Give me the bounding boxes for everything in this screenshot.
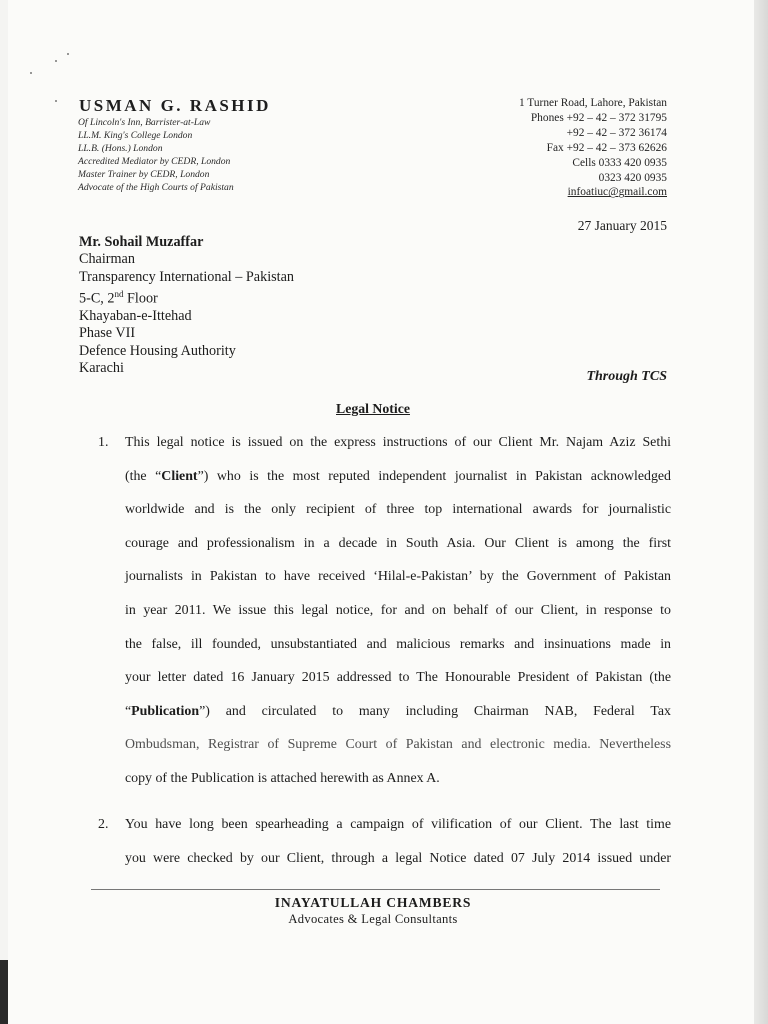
paragraph-number: 1. bbox=[98, 435, 109, 450]
text-run: your letter dated 16 January 2015 addressed to The Honourable President of Pakistan (the bbox=[125, 670, 671, 686]
page-edge-shadow bbox=[754, 0, 768, 1024]
text-run: ”) and circulated to many including Chairman NAB, Federal Tax bbox=[199, 703, 671, 719]
credential-line: Accredited Mediator by CEDR, London bbox=[78, 155, 231, 167]
paragraph-body bbox=[125, 426, 671, 796]
paragraph-line bbox=[125, 594, 671, 628]
scan-speck bbox=[55, 100, 57, 102]
defined-term: Client bbox=[161, 468, 198, 484]
text-run: journalists in Pakistan to have received ‘Hilal-e-Pakistan’ by the Government of Pakistan bbox=[125, 569, 671, 585]
addressee-floor: 5-C, 2nd Floor bbox=[79, 288, 158, 307]
text-run: Ombudsman, Registrar of Supreme Court of Pakistan and electronic media. Nevertheless bbox=[125, 737, 671, 753]
letterhead-name: USMAN G. RASHID bbox=[79, 96, 271, 115]
text-run: in year 2011. We issue this legal notice, for and on behalf of our Client, in response to bbox=[125, 602, 671, 618]
contact-phone: +92 – 42 – 372 36174 bbox=[566, 126, 667, 139]
text-run: (the “ bbox=[125, 468, 162, 484]
contact-phone: Phones +92 – 42 – 372 31795 bbox=[530, 111, 667, 124]
paragraph-number: 2. bbox=[98, 817, 109, 832]
scan-speck bbox=[67, 53, 69, 55]
addressee-city: Karachi bbox=[79, 359, 124, 376]
addressee-area: Defence Housing Authority bbox=[79, 342, 236, 359]
addressee-street: Khayaban-e-Ittehad bbox=[79, 307, 192, 324]
contact-fax: Fax +92 – 42 – 373 62626 bbox=[546, 141, 667, 154]
paragraph-line bbox=[125, 728, 671, 762]
contact-address: 1 Turner Road, Lahore, Pakistan bbox=[518, 97, 667, 109]
paragraph-line bbox=[125, 661, 671, 695]
footer-firm-subtitle: Advocates & Legal Consultants bbox=[288, 912, 458, 926]
paragraph-line bbox=[125, 762, 671, 796]
credential-line: Of Lincoln's Inn, Barrister-at-Law bbox=[78, 117, 211, 128]
credential-line: Advocate of the High Courts of Pakistan bbox=[78, 181, 234, 193]
paragraph-line bbox=[125, 695, 671, 729]
addressee-title: Chairman bbox=[79, 251, 135, 268]
contact-cell: Cells 0333 420 0935 bbox=[572, 156, 667, 169]
scan-speck bbox=[55, 60, 57, 62]
paragraph-line bbox=[125, 842, 671, 876]
defined-term: Publication bbox=[131, 703, 200, 719]
delivery-method: Through TCS bbox=[586, 369, 667, 384]
addressee-block bbox=[79, 234, 294, 377]
text-run: ”) who is the most reputed independent journalist in Pakistan acknowledged bbox=[197, 468, 671, 484]
document-title: Legal Notice bbox=[336, 401, 410, 416]
paragraph-body bbox=[125, 808, 671, 875]
text-run: you were checked by our Client, through a legal Notice dated 07 July 2014 issued under bbox=[125, 850, 671, 866]
letterhead-credentials bbox=[78, 117, 234, 194]
text-run: courage and professionalism in a decade in South Asia. Our Client is among the first bbox=[125, 535, 671, 551]
paragraph-line bbox=[125, 527, 671, 561]
letterhead-contact bbox=[519, 96, 667, 200]
text-run: “ bbox=[125, 703, 132, 719]
credential-line: LL.B. (Hons.) London bbox=[78, 142, 163, 154]
paragraph-2 bbox=[98, 808, 671, 875]
paragraph-line bbox=[125, 460, 671, 494]
scan-speck bbox=[30, 72, 32, 74]
paragraph-1 bbox=[98, 426, 671, 796]
credential-line: Master Trainer by CEDR, London bbox=[78, 168, 210, 180]
footer-divider bbox=[91, 889, 660, 890]
addressee-name: Mr. Sohail Muzaffar bbox=[79, 234, 204, 250]
text-run: You have long been spearheading a campaign of vilification of our Client. The last time bbox=[125, 817, 671, 832]
paragraph-line bbox=[125, 628, 671, 662]
credential-line: LL.M. King's College London bbox=[78, 129, 193, 141]
text-run: This legal notice is issued on the express instructions of our Client Mr. Najam Aziz Sethi bbox=[125, 435, 671, 450]
addressee-organization: Transparency International – Pakistan bbox=[79, 268, 294, 285]
paragraph-line bbox=[125, 493, 671, 527]
page-edge-dark bbox=[0, 960, 8, 1024]
contact-cell: 0323 420 0935 bbox=[598, 171, 667, 184]
text-run: the false, ill founded, unsubstantiated and malicious remarks and insinuations made in bbox=[125, 636, 671, 652]
letter-date: 27 January 2015 bbox=[577, 218, 667, 233]
contact-email-link[interactable]: infoatiuc@gmail.com bbox=[567, 186, 667, 199]
footer-firm-name: INAYATULLAH CHAMBERS bbox=[274, 895, 472, 910]
text-run: worldwide and is the only recipient of three top international awards for journalistic bbox=[125, 502, 671, 518]
paragraph-line bbox=[125, 426, 671, 460]
paragraph-line bbox=[125, 560, 671, 594]
text-run: copy of the Publication is attached herewith as Annex A. bbox=[125, 770, 440, 786]
addressee-phase: Phase VII bbox=[79, 325, 136, 342]
paragraph-line bbox=[125, 808, 671, 842]
